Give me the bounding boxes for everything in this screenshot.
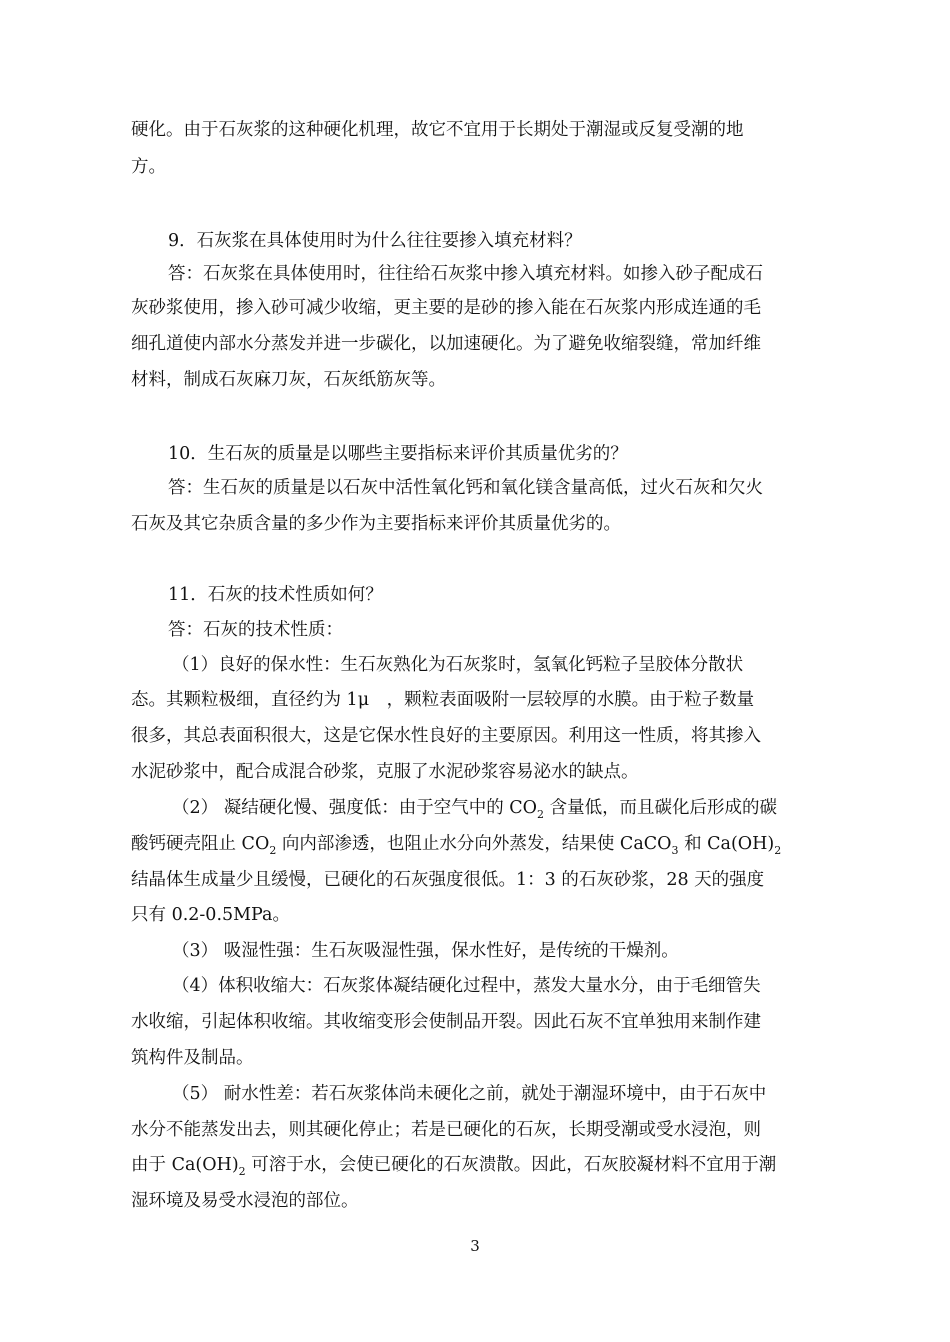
text-line: 方。 [131, 157, 166, 177]
text-line: 很多，其总表面积很大，这是它保水性良好的主要原因。利用这一性质，将其掺入 [131, 726, 761, 746]
question-11: 11．石灰的技术性质如何？ [168, 585, 383, 605]
text-line: 湿环境及易受水浸泡的部位。 [131, 1191, 359, 1211]
text-segment: 由于 Ca(OH) [131, 1155, 239, 1175]
text-line: 硬化。由于石灰浆的这种硬化机理，故它不宜用于长期处于潮湿或反复受潮的地 [131, 120, 744, 140]
text-line [131, 827, 821, 861]
text-line: 筑构件及制品。 [131, 1048, 254, 1068]
text-line: 细孔道使内部水分蒸发并进一步碳化，以加速硬化。为了避免收缩裂缝，常加纤维 [131, 334, 761, 354]
text-segment: 含量低，而且碳化后形成的碳 [544, 798, 778, 818]
text-segment: 和 Ca(OH) [678, 834, 775, 854]
text-line: 态。其颗粒极细，直径约为 1μ ，颗粒表面吸附一层较厚的水膜。由于粒子数量 [131, 690, 755, 710]
question-10: 10．生石灰的质量是以哪些主要指标来评价其质量优劣的？ [168, 444, 628, 464]
text-line: 水泥砂浆中，配合成混合砂浆，克服了水泥砂浆容易泌水的缺点。 [131, 762, 639, 782]
answer-10: 答：生石灰的质量是以石灰中活性氧化钙和氧化镁含量高低，过火石灰和欠火 [168, 478, 763, 498]
text-line: 石灰及其它杂质含量的多少作为主要指标来评价其质量优劣的。 [131, 514, 621, 534]
text-line: 水收缩，引起体积收缩。其收缩变形会使制品开裂。因此石灰不宜单独用来制作建 [131, 1012, 761, 1032]
text-line: 只有 0.2-0.5MPa。 [131, 905, 290, 925]
subscript: 2 [238, 1165, 246, 1178]
property-1: （1）良好的保水性：生石灰熟化为石灰浆时，氢氧化钙粒子呈胶体分散状 [172, 655, 744, 675]
text-line: 材料，制成石灰麻刀灰，石灰纸筋灰等。 [131, 370, 446, 390]
property-3: （3） 吸湿性强：生石灰吸湿性强，保水性好，是传统的干燥剂。 [172, 941, 679, 961]
property-4: （4）体积收缩大：石灰浆体凝结硬化过程中，蒸发大量水分，由于毛细管失 [172, 976, 761, 996]
subscript: 2 [269, 844, 277, 857]
text-segment: 酸钙硬壳阻止 CO [131, 834, 270, 854]
text-line [131, 1148, 821, 1182]
subscript: 2 [774, 844, 782, 857]
subscript: 2 [537, 808, 544, 821]
subscript: 3 [671, 844, 679, 857]
text-line: 水分不能蒸发出去，则其硬化停止；若是已硬化的石灰，长期受潮或受水浸泡，则 [131, 1120, 761, 1140]
property-2 [172, 791, 821, 825]
text-segment: （2） 凝结硬化慢、强度低：由于空气中的 CO [172, 798, 537, 818]
answer-9: 答：石灰浆在具体使用时，往往给石灰浆中掺入填充材料。如掺入砂子配成石 [168, 264, 763, 284]
text-line: 结晶体生成量少且缓慢，已硬化的石灰强度很低。1：3 的石灰砂浆，28 天的强度 [131, 870, 765, 890]
page-number: 3 [470, 1237, 480, 1255]
text-segment: 向内部渗透，也阻止水分向外蒸发，结果使 CaCO [276, 834, 672, 854]
text-segment: 可溶于水，会使已硬化的石灰溃散。因此，石灰胶凝材料不宜用于潮 [245, 1155, 777, 1175]
property-5: （5） 耐水性差：若石灰浆体尚未硬化之前，就处于潮湿环境中，由于石灰中 [172, 1084, 767, 1104]
answer-11: 答：石灰的技术性质： [168, 620, 343, 640]
question-9: 9．石灰浆在具体使用时为什么往往要掺入填充材料？ [168, 231, 582, 251]
text-line: 灰砂浆使用，掺入砂可减少收缩，更主要的是砂的掺入能在石灰浆内形成连通的毛 [131, 298, 761, 318]
